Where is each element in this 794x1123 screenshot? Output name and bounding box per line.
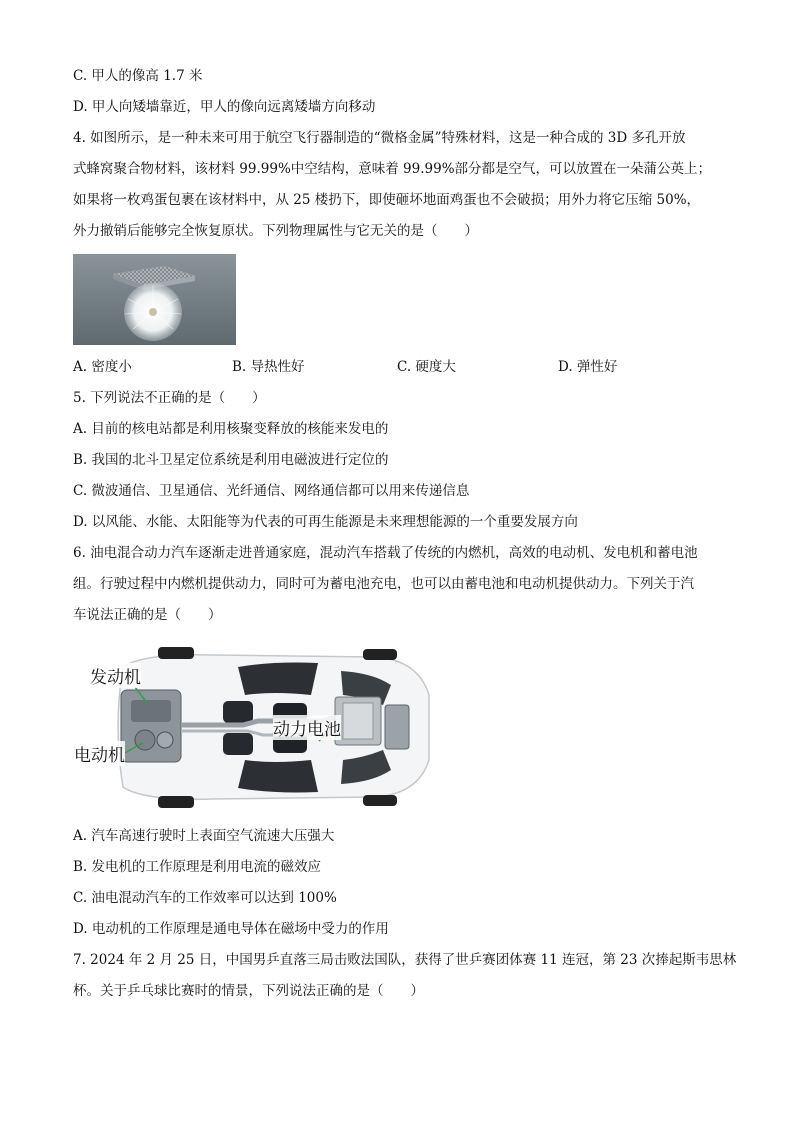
q6-stem-line-1: 6. 油电混合动力汽车逐渐走进普通家庭，混动汽车搭载了传统的内燃机，高效的电动机、发电机和蓄电池 <box>73 545 698 561</box>
q4-option-a: A. 密度小 <box>73 359 132 375</box>
q5-stem: 5. 下列说法不正确的是（ ） <box>73 390 266 406</box>
q7-stem-line-1: 7. 2024 年 2 月 25 日，中国男乒直落三局击败法国队，获得了世乒赛团体赛 11 连冠，第 23 次捧起斯韦思林 <box>73 952 737 968</box>
label-engine: 发动机 <box>90 663 141 688</box>
q6-stem-line-3: 车说法正确的是（ ） <box>73 607 222 623</box>
q4-stem-line-2: 式蜂窝聚合物材料，该材料 99.99%中空结构，意味着 99.99%部分都是空气，可以放置在一朵蒲公英上； <box>73 161 712 177</box>
q4-option-d: D. 弹性好 <box>558 359 618 375</box>
q4-stem-line-3: 如果将一枚鸡蛋包裹在该材料中，从 25 楼扔下，即使砸坏地面鸡蛋也不会破损；用外力将它压缩 50%， <box>73 192 701 208</box>
q4-options <box>73 357 733 377</box>
q4-stem-line-1: 4. 如图所示，是一种未来可用于航空飞行器制造的“微格金属”特殊材料，这是一种合成的 3D 多孔开放 <box>73 130 686 146</box>
q4-option-c: C. 硬度大 <box>397 359 456 375</box>
q6-stem-line-2: 组。行驶过程中内燃机提供动力，同时可为蓄电池充电，也可以由蓄电池和电动机提供动力。下列关于汽 <box>73 576 694 592</box>
q4-option-b: B. 导热性好 <box>232 359 305 375</box>
q6-option-c: C. 油电混动汽车的工作效率可以达到 100% <box>73 890 337 906</box>
q5-option-c: C. 微波通信、卫星通信、光纤通信、网络通信都可以用来传递信息 <box>73 483 470 499</box>
q3-option-d: D. 甲人向矮墙靠近，甲人的像向远离矮墙方向移动 <box>73 99 376 115</box>
q5-option-b: B. 我国的北斗卫星定位系统是利用电磁波进行定位的 <box>73 452 389 468</box>
q4-stem-line-4: 外力撤销后能够完全恢复原状。下列物理属性与它无关的是（ ） <box>73 223 478 239</box>
q7-stem-line-2: 杯。关于乒乓球比赛时的情景，下列说法正确的是（ ） <box>73 983 424 999</box>
hybrid-car-diagram <box>73 645 435 810</box>
q5-option-a: A. 目前的核电站都是利用核聚变释放的核能来发电的 <box>73 421 389 437</box>
q6-option-b: B. 发电机的工作原理是利用电流的磁效应 <box>73 859 322 875</box>
q6-option-d: D. 电动机的工作原理是通电导体在磁场中受力的作用 <box>73 921 389 937</box>
q6-option-a: A. 汽车高速行驶时上表面空气流速大压强大 <box>73 828 335 844</box>
label-motor: 电动机 <box>74 741 125 766</box>
label-battery: 动力电池 <box>273 715 341 740</box>
q5-option-d: D. 以风能、水能、太阳能等为代表的可再生能源是未来理想能源的一个重要发展方向 <box>73 514 578 530</box>
q3-option-c: C. 甲人的像高 1.7 米 <box>73 68 203 84</box>
micro-lattice-dandelion-image <box>73 254 236 345</box>
